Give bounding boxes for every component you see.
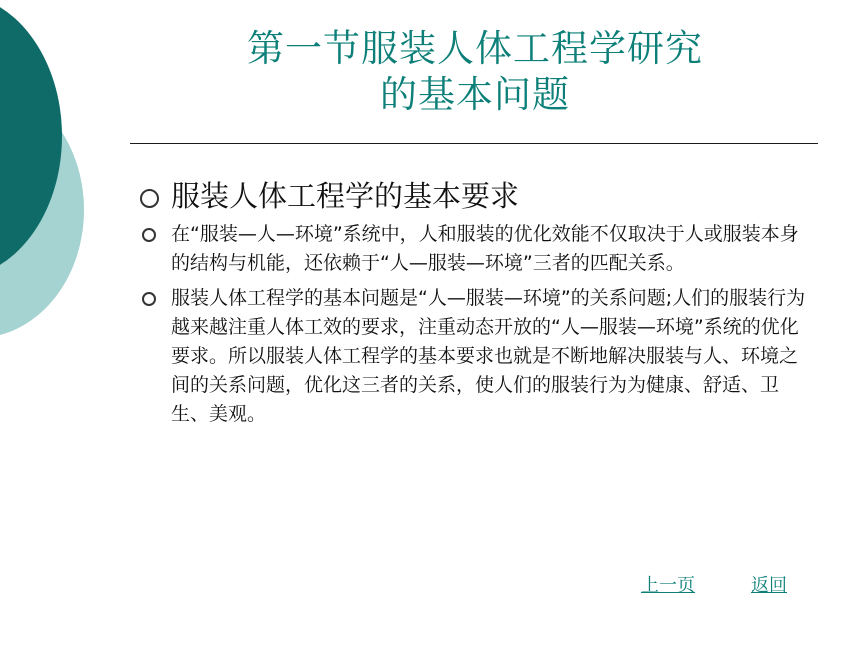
prev-page-link[interactable]: 上一页 bbox=[641, 575, 695, 596]
hollow-circle-bullet-icon bbox=[142, 228, 156, 242]
slide-title-line2: 的基本问题 bbox=[380, 73, 570, 116]
bullet-item-text: 服装人体工程学的基本问题是“人—服装—环境”的关系问题;人们的服装行为越来越注重人体工效的要求，注重动态开放的“人—服装—环境”系统的优化要求。所以服装人体工程学的基本要求也就是不断地解决服装与人、环境之间的关系问题，优化这三者的关系，使人们的服装行为为健康、舒适、卫生、美观。 bbox=[171, 287, 806, 425]
title-divider bbox=[130, 143, 818, 144]
slide-title-line1: 第一节服装人体工程学研究 bbox=[247, 27, 703, 70]
bullet-list bbox=[136, 176, 808, 435]
hollow-circle-bullet-icon bbox=[140, 189, 159, 208]
bullet-item bbox=[136, 284, 808, 429]
bullet-heading bbox=[136, 176, 808, 216]
back-link[interactable]: 返回 bbox=[751, 575, 787, 596]
bullet-heading-text: 服装人体工程学的基本要求 bbox=[171, 179, 520, 213]
bullet-item-text: 在“服装—人—环境”系统中，人和服装的优化效能不仅取决于人或服装本身的结构与机能，还依赖于“人—服装—环境”三者的匹配关系。 bbox=[171, 223, 799, 274]
hollow-circle-bullet-icon bbox=[142, 292, 156, 306]
bullet-item bbox=[136, 220, 808, 278]
slide-title bbox=[160, 26, 790, 118]
